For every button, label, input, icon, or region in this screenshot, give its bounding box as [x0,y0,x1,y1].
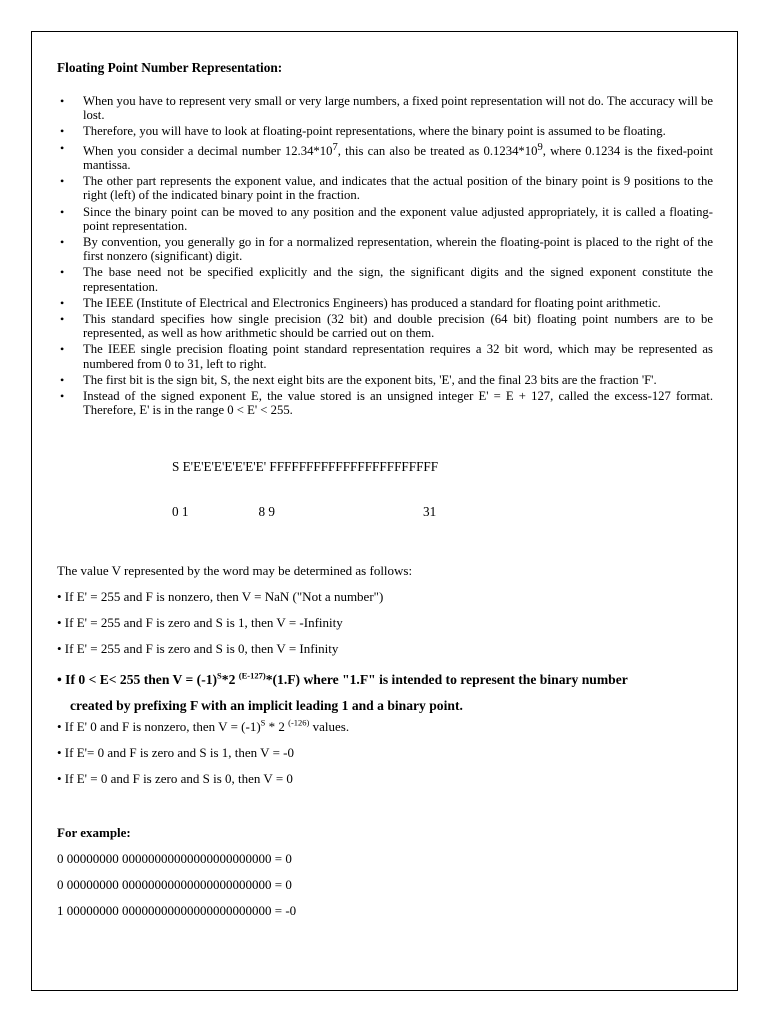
rule-text: values. [309,718,350,734]
rule-text: *(1.F) where "1.F" is intended to represent the binary number [265,671,628,687]
list-item [57,141,713,173]
rule-text: • If 0 < E< 255 then V = (-1) [57,671,218,687]
bit-indices [172,504,713,519]
rules-list [57,589,713,797]
list-item: • Therefore, you will have to look at floating-point representations, where the binary point is assumed to be floating. [57,124,713,138]
example-line: 0 00000000 00000000000000000000000 = 0 [57,876,292,892]
rule-neg-zero: • If E'= 0 and F is zero and S is 1, then V = -0 [57,744,294,760]
superscript: S [217,669,222,680]
rule-infinity: • If E' = 255 and F is zero and S is 0, then V = Infinity [57,640,339,656]
page-frame [31,31,738,991]
list-item: • Instead of the signed exponent E, the value stored is an unsigned integer E' = E + 127, called the excess-127 format. Therefore, E' is in the range 0 < E' < 255. [57,389,713,417]
intro-text: The value V represented by the word may be determined as follows: [57,562,413,578]
rule-denormalized [57,719,713,745]
rule-text: *2 [221,671,239,687]
superscript: S [260,717,266,728]
example-line: 1 00000000 00000000000000000000000 = -0 [57,902,297,918]
bit-layout: S E'E'E'E'E'E'E'E' FFFFFFFFFFFFFFFFFFFFFFF [172,458,439,474]
bullet-list [57,94,713,418]
bit-index-31: 31 [422,503,437,519]
superscript: 9 [537,141,543,153]
rule-zero: • If E' = 0 and F is zero and S is 0, then V = 0 [57,770,293,786]
superscript: (-126) [288,717,310,728]
document-body [57,60,713,929]
superscript: 7 [332,141,338,153]
list-item: • By convention, you generally go in for a normalized representation, wherein the floating-point is placed to the right of the first nonzero (significant) digit. [57,235,713,263]
rule-text: • If E' 0 and F is nonzero, then V = (-1) [57,718,261,734]
bullet-text: When you consider a decimal number 12.34*10 [83,143,333,158]
superscript: (E-127) [238,669,266,680]
bit-format-diagram [172,429,713,549]
list-item: • The base need not be specified explicitly and the sign, the significant digits and the signed exponent constitute the representation. [57,265,713,293]
list-item: • The first bit is the sign bit, S, the next eight bits are the exponent bits, 'E', and the final 23 bits are the fraction 'F'. [57,373,713,387]
rule-normalized [57,667,713,719]
page-title: Floating Point Number Representation: [57,60,283,75]
list-item: • The IEEE single precision floating point standard representation requires a 32 bit word, which may be represented as numbered from 0 to 31, left to right. [57,342,713,370]
example-heading: For example: [57,824,131,840]
list-item: • When you have to represent very small or very large numbers, a fixed point representation will not do. The accuracy will be lost. [57,94,713,122]
rule-neg-infinity: • If E' = 255 and F is zero and S is 1, then V = -Infinity [57,614,343,630]
example-line: 0 00000000 00000000000000000000000 = 0 [57,850,292,866]
list-item: • Since the binary point can be moved to any position and the exponent value adjusted appropriately, it is called a floating-point representation. [57,205,713,233]
list-item: • This standard specifies how single precision (32 bit) and double precision (64 bit) floating point numbers are to be represented, as well as how arithmetic should be carried out on them. [57,312,713,340]
list-item: • The other part represents the exponent value, and indicates that the actual position of the binary point is 9 positions to the right (left) of the indicated binary point in the fraction. [57,174,713,202]
bullet-text: , this can also be treated as 0.1234*10 [337,143,538,158]
bullet-text: , where 0.1234 is the fixed-point mantissa. [83,143,714,173]
rule-text: * 2 [265,718,289,734]
list-item: • The IEEE (Institute of Electrical and Electronics Engineers) has produced a standard for floating point arithmetic. [57,296,713,310]
bit-index-0-1: 0 1 [172,503,189,519]
bit-index-8-9: 8 9 [258,503,275,519]
rule-continuation: created by prefixing F with an implicit leading 1 and a binary point. [70,697,463,713]
rule-nan: • If E' = 255 and F is nonzero, then V = NaN ("Not a number") [57,588,384,604]
